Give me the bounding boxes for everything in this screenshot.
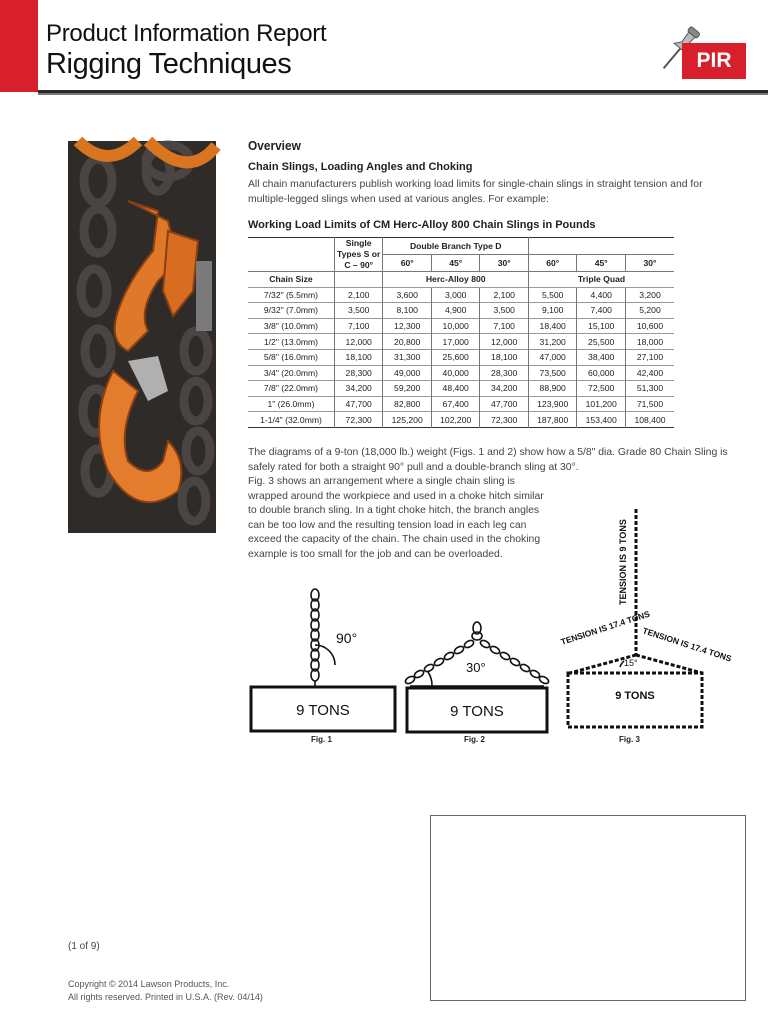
chain-size-cell: 7/8" (22.0mm) <box>248 381 334 397</box>
load-limit-cell: 7,400 <box>577 303 626 319</box>
figure-3-choke-hitch <box>559 505 733 735</box>
fig3-tension-left: TENSION IS 17.4 TONS <box>559 608 651 647</box>
table-row <box>248 334 674 350</box>
load-limit-cell: 31,300 <box>383 349 432 365</box>
load-limit-cell: 67,400 <box>431 396 480 412</box>
load-limit-cell: 51,300 <box>625 381 674 397</box>
header-double-branch: Double Branch Type D <box>383 238 529 255</box>
header-rule <box>38 90 768 95</box>
load-limit-cell: 25,600 <box>431 349 480 365</box>
load-limit-cell: 72,300 <box>480 412 529 428</box>
load-limit-cell: 7,100 <box>480 318 529 334</box>
section-heading: Overview <box>248 139 301 153</box>
header-angle: 60° <box>383 255 432 272</box>
load-limit-cell: 47,700 <box>480 396 529 412</box>
figure-2-caption: Fig. 2 <box>464 735 485 744</box>
table-row <box>248 318 674 334</box>
load-limit-cell: 49,000 <box>383 365 432 381</box>
fig3-tension-top: TENSION IS 9 TONS <box>618 519 628 605</box>
load-limit-cell: 4,400 <box>577 287 626 303</box>
load-limit-cell: 17,000 <box>431 334 480 350</box>
load-limit-cell: 15,100 <box>577 318 626 334</box>
table-header-blank <box>248 238 334 255</box>
load-limit-cell: 88,900 <box>528 381 577 397</box>
subheading: Chain Slings, Loading Angles and Choking <box>248 161 473 173</box>
rights-line: All rights reserved. Printed in U.S.A. (Rev. 04/14) <box>68 991 263 1002</box>
blank-notes-box <box>430 815 746 1001</box>
load-limit-cell: 125,200 <box>383 412 432 428</box>
table-header-blank-2 <box>248 255 334 272</box>
pir-badge: PIR <box>682 43 746 79</box>
page-number: (1 of 9) <box>68 941 100 952</box>
load-limit-cell: 28,300 <box>334 365 383 381</box>
load-limit-cell: 8,100 <box>383 303 432 319</box>
load-limit-cell: 2,100 <box>480 287 529 303</box>
table-row <box>248 396 674 412</box>
load-limit-cell: 47,000 <box>528 349 577 365</box>
load-limit-cell: 47,700 <box>334 396 383 412</box>
header-single-types: Single Types S or C – 90° <box>334 238 383 272</box>
load-limit-cell: 5,500 <box>528 287 577 303</box>
load-limit-cell: 7,100 <box>334 318 383 334</box>
report-type-title: Product Information Report <box>46 20 327 47</box>
load-limit-cell: 20,800 <box>383 334 432 350</box>
load-limit-cell: 123,900 <box>528 396 577 412</box>
load-limit-cell: 187,800 <box>528 412 577 428</box>
chain-size-cell: 3/8" (10.0mm) <box>248 318 334 334</box>
page-title: Rigging Techniques <box>46 48 292 80</box>
table-row <box>248 365 674 381</box>
chain-size-cell: 1" (26.0mm) <box>248 396 334 412</box>
figure-1-caption: Fig. 1 <box>311 735 332 744</box>
fig2-load-label: 9 TONS <box>450 703 504 720</box>
load-limit-cell: 71,500 <box>625 396 674 412</box>
load-limit-cell: 18,100 <box>334 349 383 365</box>
load-limit-cell: 42,400 <box>625 365 674 381</box>
header-angle: 45° <box>577 255 626 272</box>
header-triple-blank <box>528 238 674 255</box>
load-limit-cell: 72,500 <box>577 381 626 397</box>
load-limit-cell: 48,400 <box>431 381 480 397</box>
load-limit-cell: 40,000 <box>431 365 480 381</box>
table-title: Working Load Limits of CM Herc-Alloy 800 Chain Slings in Pounds <box>248 219 596 231</box>
fig2-right-chain <box>479 639 550 685</box>
fig3-load-label: 9 TONS <box>615 690 655 702</box>
header-angle: 30° <box>625 255 674 272</box>
chain-size-cell: 9/32" (7.0mm) <box>248 303 334 319</box>
chain-size-cell: 1-1/4" (32.0mm) <box>248 412 334 428</box>
chain-size-cell: 3/4" (20.0mm) <box>248 365 334 381</box>
load-limit-cell: 59,200 <box>383 381 432 397</box>
header-triple-quad: Triple Quad <box>528 272 674 288</box>
choke-hitch-paragraph: Fig. 3 shows an arrangement where a single chain sling is wrapped around the workpiece and used in a choke hitch similar to double branch sling. In a tight choke hitch, the branch angles can be too low and the resulting tension load in each leg can exceed the capacity of the chain. The chain used in the choking example is too small for the job and can be overloaded. <box>248 476 544 560</box>
fig3-tension-right: TENSION IS 17.4 TONS <box>641 625 733 664</box>
load-limit-cell: 101,200 <box>577 396 626 412</box>
header-accent-bar <box>0 0 38 92</box>
fig1-angle-label: 90° <box>336 630 358 646</box>
load-limit-cell: 25,500 <box>577 334 626 350</box>
table-row <box>248 349 674 365</box>
load-limit-cell: 10,000 <box>431 318 480 334</box>
load-limit-cell: 31,200 <box>528 334 577 350</box>
load-limit-cell: 4,900 <box>431 303 480 319</box>
load-limit-cell: 34,200 <box>480 381 529 397</box>
load-limit-cell: 18,000 <box>625 334 674 350</box>
figure-1-straight-pull <box>248 585 398 735</box>
load-limit-cell: 18,100 <box>480 349 529 365</box>
table-row <box>248 287 674 303</box>
load-limit-cell: 28,300 <box>480 365 529 381</box>
fig2-angle-label: 30° <box>466 660 486 675</box>
load-limit-cell: 12,000 <box>334 334 383 350</box>
header-herc-alloy: Herc-Alloy 800 <box>383 272 529 288</box>
load-limit-cell: 18,400 <box>528 318 577 334</box>
load-limit-cell: 10,600 <box>625 318 674 334</box>
copyright-line: Copyright © 2014 Lawson Products, Inc. <box>68 979 230 989</box>
fig2-left-chain <box>404 639 475 685</box>
load-limit-cell: 9,100 <box>528 303 577 319</box>
chain-size-cell: 7/32" (5.5mm) <box>248 287 334 303</box>
load-limit-cell: 3,000 <box>431 287 480 303</box>
load-limit-cell: 3,500 <box>334 303 383 319</box>
load-limit-cell: 12,300 <box>383 318 432 334</box>
load-limit-cell: 153,400 <box>577 412 626 428</box>
load-limit-cell: 27,100 <box>625 349 674 365</box>
load-limit-cell: 5,200 <box>625 303 674 319</box>
header-angle: 30° <box>480 255 529 272</box>
load-limit-cell: 3,200 <box>625 287 674 303</box>
chain-hooks-photo <box>68 141 216 533</box>
load-limit-cell: 34,200 <box>334 381 383 397</box>
table-row <box>248 381 674 397</box>
table-row <box>248 412 674 428</box>
fig1-load-label: 9 TONS <box>296 702 350 719</box>
header-angle: 45° <box>431 255 480 272</box>
figures-paragraph: The diagrams of a 9-ton (18,000 lb.) weight (Figs. 1 and 2) show how a 5/8" dia. Grade 80 Chain Sling is safely rated for both a straight 90° pull and a double-branch sling at 30°. <box>248 447 728 473</box>
fig3-angle-label: 15° <box>624 658 638 668</box>
copyright-notice <box>68 978 263 1003</box>
load-limit-cell: 12,000 <box>480 334 529 350</box>
load-limit-cell: 2,100 <box>334 287 383 303</box>
header-angle: 60° <box>528 255 577 272</box>
working-load-limits-table <box>248 237 674 428</box>
load-limit-cell: 102,200 <box>431 412 480 428</box>
header-chain-size: Chain Size <box>248 272 334 288</box>
chain-size-cell: 5/8" (16.0mm) <box>248 349 334 365</box>
load-limit-cell: 72,300 <box>334 412 383 428</box>
load-limit-cell: 60,000 <box>577 365 626 381</box>
load-limit-cell: 82,800 <box>383 396 432 412</box>
load-limit-cell: 3,600 <box>383 287 432 303</box>
header-blank-3 <box>334 272 383 288</box>
load-limit-cell: 38,400 <box>577 349 626 365</box>
chain-size-cell: 1/2" (13.0mm) <box>248 334 334 350</box>
table-row <box>248 303 674 319</box>
load-limit-cell: 73,500 <box>528 365 577 381</box>
load-limit-cell: 3,500 <box>480 303 529 319</box>
intro-paragraph: All chain manufacturers publish working load limits for single-chain slings in straight tension and for multiple-legged slings when used at various angles. For example: <box>248 179 703 205</box>
figure-3-caption: Fig. 3 <box>619 735 640 744</box>
load-limit-cell: 108,400 <box>625 412 674 428</box>
